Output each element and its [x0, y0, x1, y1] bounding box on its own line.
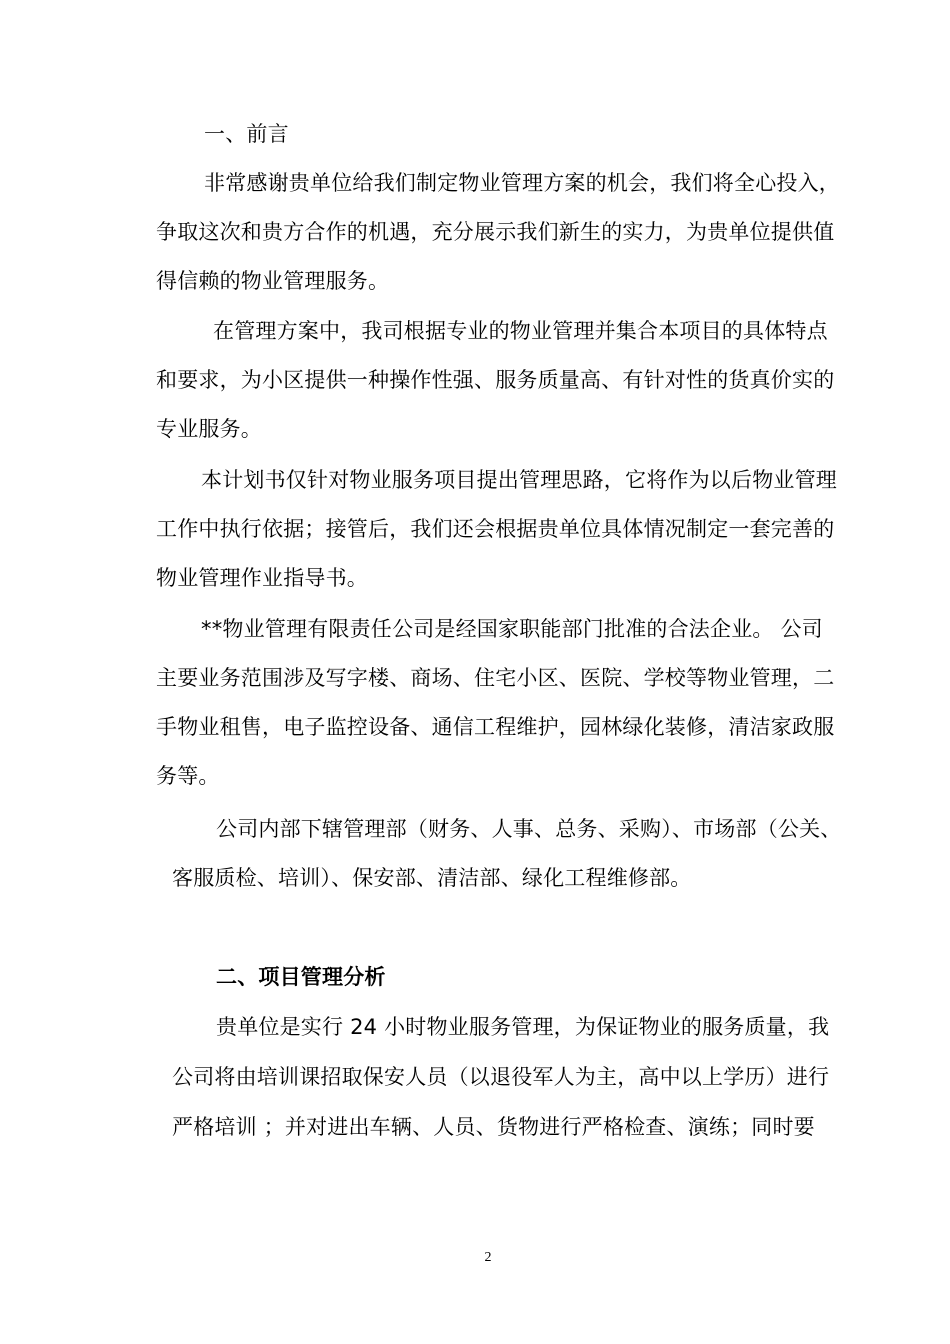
paragraph-line: **物业管理有限责任公司是经国家职能部门批准的合法企业。 公司 [201, 617, 823, 641]
paragraph-line: 专业服务。 [156, 417, 262, 441]
section-heading-analysis: 二、项目管理分析 [216, 965, 386, 989]
paragraph-line: 争取这次和贵方合作的机遇，充分展示我们新生的实力，为贵单位提供值 [156, 220, 835, 244]
paragraph-line: 得信赖的物业管理服务。 [156, 269, 390, 293]
page-number: 2 [484, 1250, 492, 1265]
paragraph-line: 公司内部下辖管理部（财务、人事、总务、采购）、市场部（公关、 [216, 817, 842, 841]
paragraph-line: 本计划书仅针对物业服务项目提出管理思路，它将作为以后物业管理 [201, 468, 837, 492]
paragraph-line: 主要业务范围涉及写字楼、商场、住宅小区、医院、学校等物业管理，二 [156, 666, 835, 690]
paragraph-line: 客服质检、培训）、保安部、清洁部、绿化工程维修部。 [172, 866, 692, 890]
paragraph-line: 务等。 [156, 764, 220, 788]
paragraph-line: 工作中执行依据；接管后，我们还会根据贵单位具体情况制定一套完善的 [156, 517, 835, 541]
paragraph-line: 手物业租售，电子监控设备、通信工程维护，园林绿化装修，清洁家政服 [156, 715, 835, 739]
paragraph-line: 在管理方案中，我司根据专业的物业管理并集合本项目的具体特点 [213, 319, 828, 343]
paragraph-line: 非常感谢贵单位给我们制定物业管理方案的机会，我们将全心投入， [204, 171, 840, 195]
paragraph-line: 严格培训 ；并对进出车辆、人员、货物进行严格检查、演练；同时要 [172, 1115, 815, 1139]
paragraph-line: 和要求，为小区提供一种操作性强、服务质量高、有针对性的货真价实的 [156, 368, 835, 392]
paragraph-line: 贵单位是实行 24 小时物业服务管理，为保证物业的服务质量，我 [216, 1015, 830, 1039]
section-heading-preface: 一、前言 [204, 122, 289, 146]
paragraph-line: 公司将由培训课招取保安人员（以退役军人为主，高中以上学历）进行 [172, 1065, 830, 1089]
paragraph-line: 物业管理作业指导书。 [156, 566, 368, 590]
